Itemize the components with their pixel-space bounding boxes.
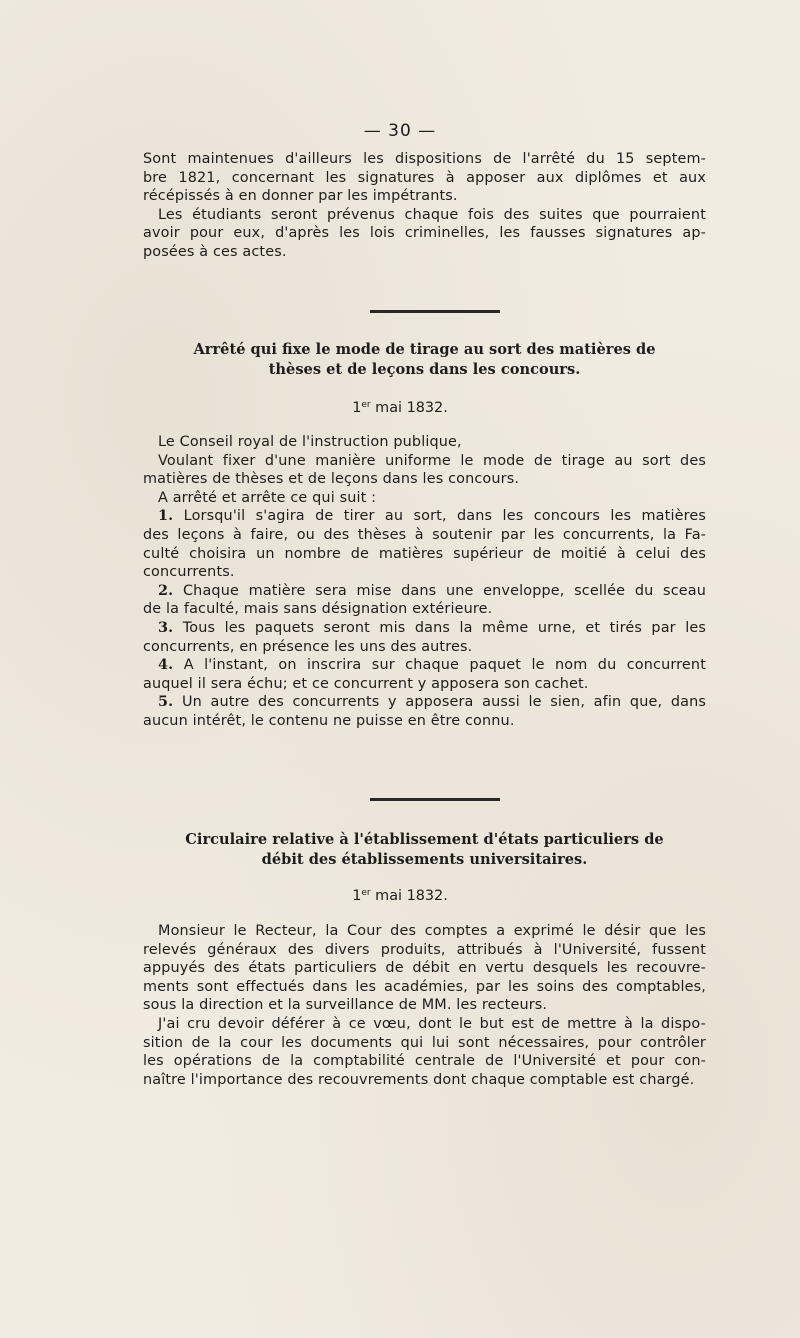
line-text: naître l'importance des recouvrements dont chaque comptable est chargé. — [143, 1071, 695, 1088]
text-line — [143, 507, 706, 526]
line-text: de la faculté, mais sans désignation extérieure. — [143, 601, 493, 618]
section1-date — [0, 400, 800, 416]
line-text: culté choisira un nombre de matières supérieur de moitié à celui des — [143, 545, 706, 562]
line-text: appuyés des états particuliers de débit en vertu desquels les recouvre- — [143, 960, 706, 977]
article-number: 4. — [158, 656, 174, 674]
section2-body — [143, 922, 706, 1089]
text-line: Sont maintenues d'ailleurs les dispositions de l'arrêté du 15 septem- — [143, 151, 706, 167]
line-text: Lorsqu'il s'agira de tirer au sort, dans les concours les matières — [173, 508, 706, 525]
section1-title-line: Arrêté qui fixe le mode de tirage au sort des matières de — [193, 341, 656, 358]
date-month-year: mai 1832. — [370, 888, 448, 904]
line-text: matières de thèses et de leçons dans les concours. — [143, 471, 520, 488]
text-line: Les étudiants seront prévenus chaque fois des suites que pourraient — [158, 206, 706, 223]
text-line: posées à ces actes. — [143, 243, 287, 260]
line-text: aucun intérêt, le contenu ne puisse en être connu. — [143, 712, 515, 729]
line-text: Le Conseil royal de l'instruction publique, — [158, 434, 462, 450]
line-text: des leçons à faire, ou des thèses à soutenir par les concurrents, la Fa- — [143, 526, 706, 543]
line-text: relevés généraux des divers produits, attribués à l'Université, fussent — [143, 941, 706, 958]
line-text: A arrêté et arrête ce qui suit : — [158, 489, 377, 506]
text-line — [143, 693, 706, 712]
text-line: avoir pour eux, d'après les lois criminelles, les fausses signatures ap- — [143, 225, 706, 242]
line-text: Chaque matière sera mise dans une enveloppe, scellée du sceau — [173, 582, 706, 599]
date-ordinal: er — [361, 888, 371, 898]
line-text: sition de la cour les documents qui lui sont nécessaires, pour contrôler — [143, 1034, 706, 1051]
text-line — [143, 1015, 706, 1034]
intro-paragraphs — [143, 150, 706, 262]
text-line — [143, 656, 706, 675]
text-line: récépissés à en donner par les impétrants. — [143, 188, 458, 205]
text-line — [143, 619, 706, 638]
line-text: auquel il sera échu; et ce concurrent y apposera son cachet. — [143, 675, 589, 692]
text-line: bre 1821, concernant les signatures à apposer aux diplômes et aux — [143, 169, 706, 186]
line-text: Monsieur le Recteur, la Cour des comptes a exprimé le désir que les — [158, 923, 706, 939]
line-text: sous la direction et la surveillance de MM. les recteurs. — [143, 997, 548, 1014]
line-text: concurrents. — [143, 564, 235, 581]
line-text: Tous les paquets seront mis dans la même urne, et tirés par les — [173, 619, 706, 636]
text-line — [143, 978, 706, 997]
article-number: 2. — [158, 581, 174, 599]
line-text: A l'instant, on inscrira sur chaque paquet le nom du concurrent — [173, 657, 706, 674]
text-line — [143, 433, 706, 452]
line-text: J'ai cru devoir déférer à ce vœu, dont le but est de mettre à la dispo- — [158, 1015, 706, 1032]
page-number: — 30 — — [363, 121, 437, 141]
text-line — [143, 1034, 706, 1053]
section1-title-line: thèses et de leçons dans les concours. — [268, 361, 581, 378]
text-line — [143, 996, 706, 1015]
text-line — [143, 959, 706, 978]
text-line — [143, 675, 706, 694]
article-number: 1. — [158, 507, 174, 525]
text-line — [143, 526, 706, 545]
section2-date — [0, 888, 800, 904]
section2-title — [143, 830, 706, 870]
text-line — [143, 489, 706, 508]
date-month-year: mai 1832. — [370, 400, 448, 416]
section1-body — [143, 433, 706, 731]
text-line — [143, 582, 706, 601]
text-line — [143, 638, 706, 657]
line-text: ments sont effectués dans les académies, par les soins des comptables, — [143, 978, 706, 995]
line-text: Un autre des concurrents y apposera aussi le sien, afin que, dans — [173, 694, 706, 711]
article-number: 3. — [158, 618, 174, 636]
section1-title — [143, 340, 706, 380]
date-day: 1 — [352, 400, 362, 416]
text-line — [143, 1052, 706, 1071]
text-line — [143, 941, 706, 960]
article-number: 5. — [158, 693, 174, 711]
line-text: concurrents, en présence les uns des autres. — [143, 638, 473, 655]
line-text: Voulant fixer d'une manière uniforme le mode de tirage au sort des — [158, 452, 706, 469]
text-line — [143, 452, 706, 471]
date-ordinal: er — [361, 400, 371, 410]
text-line — [143, 600, 706, 619]
text-line — [143, 563, 706, 582]
section2-title-line: Circulaire relative à l'établissement d'états particuliers de — [185, 831, 664, 848]
date-day: 1 — [352, 888, 362, 904]
section-divider — [370, 310, 500, 313]
text-line — [143, 922, 706, 941]
text-line — [143, 712, 706, 731]
text-line — [143, 470, 706, 489]
text-line — [143, 1071, 706, 1090]
text-line — [143, 545, 706, 564]
line-text: les opérations de la comptabilité centrale de l'Université et pour con- — [143, 1053, 706, 1070]
section2-title-line: débit des établissements universitaires. — [261, 851, 588, 868]
section-divider — [370, 798, 500, 801]
